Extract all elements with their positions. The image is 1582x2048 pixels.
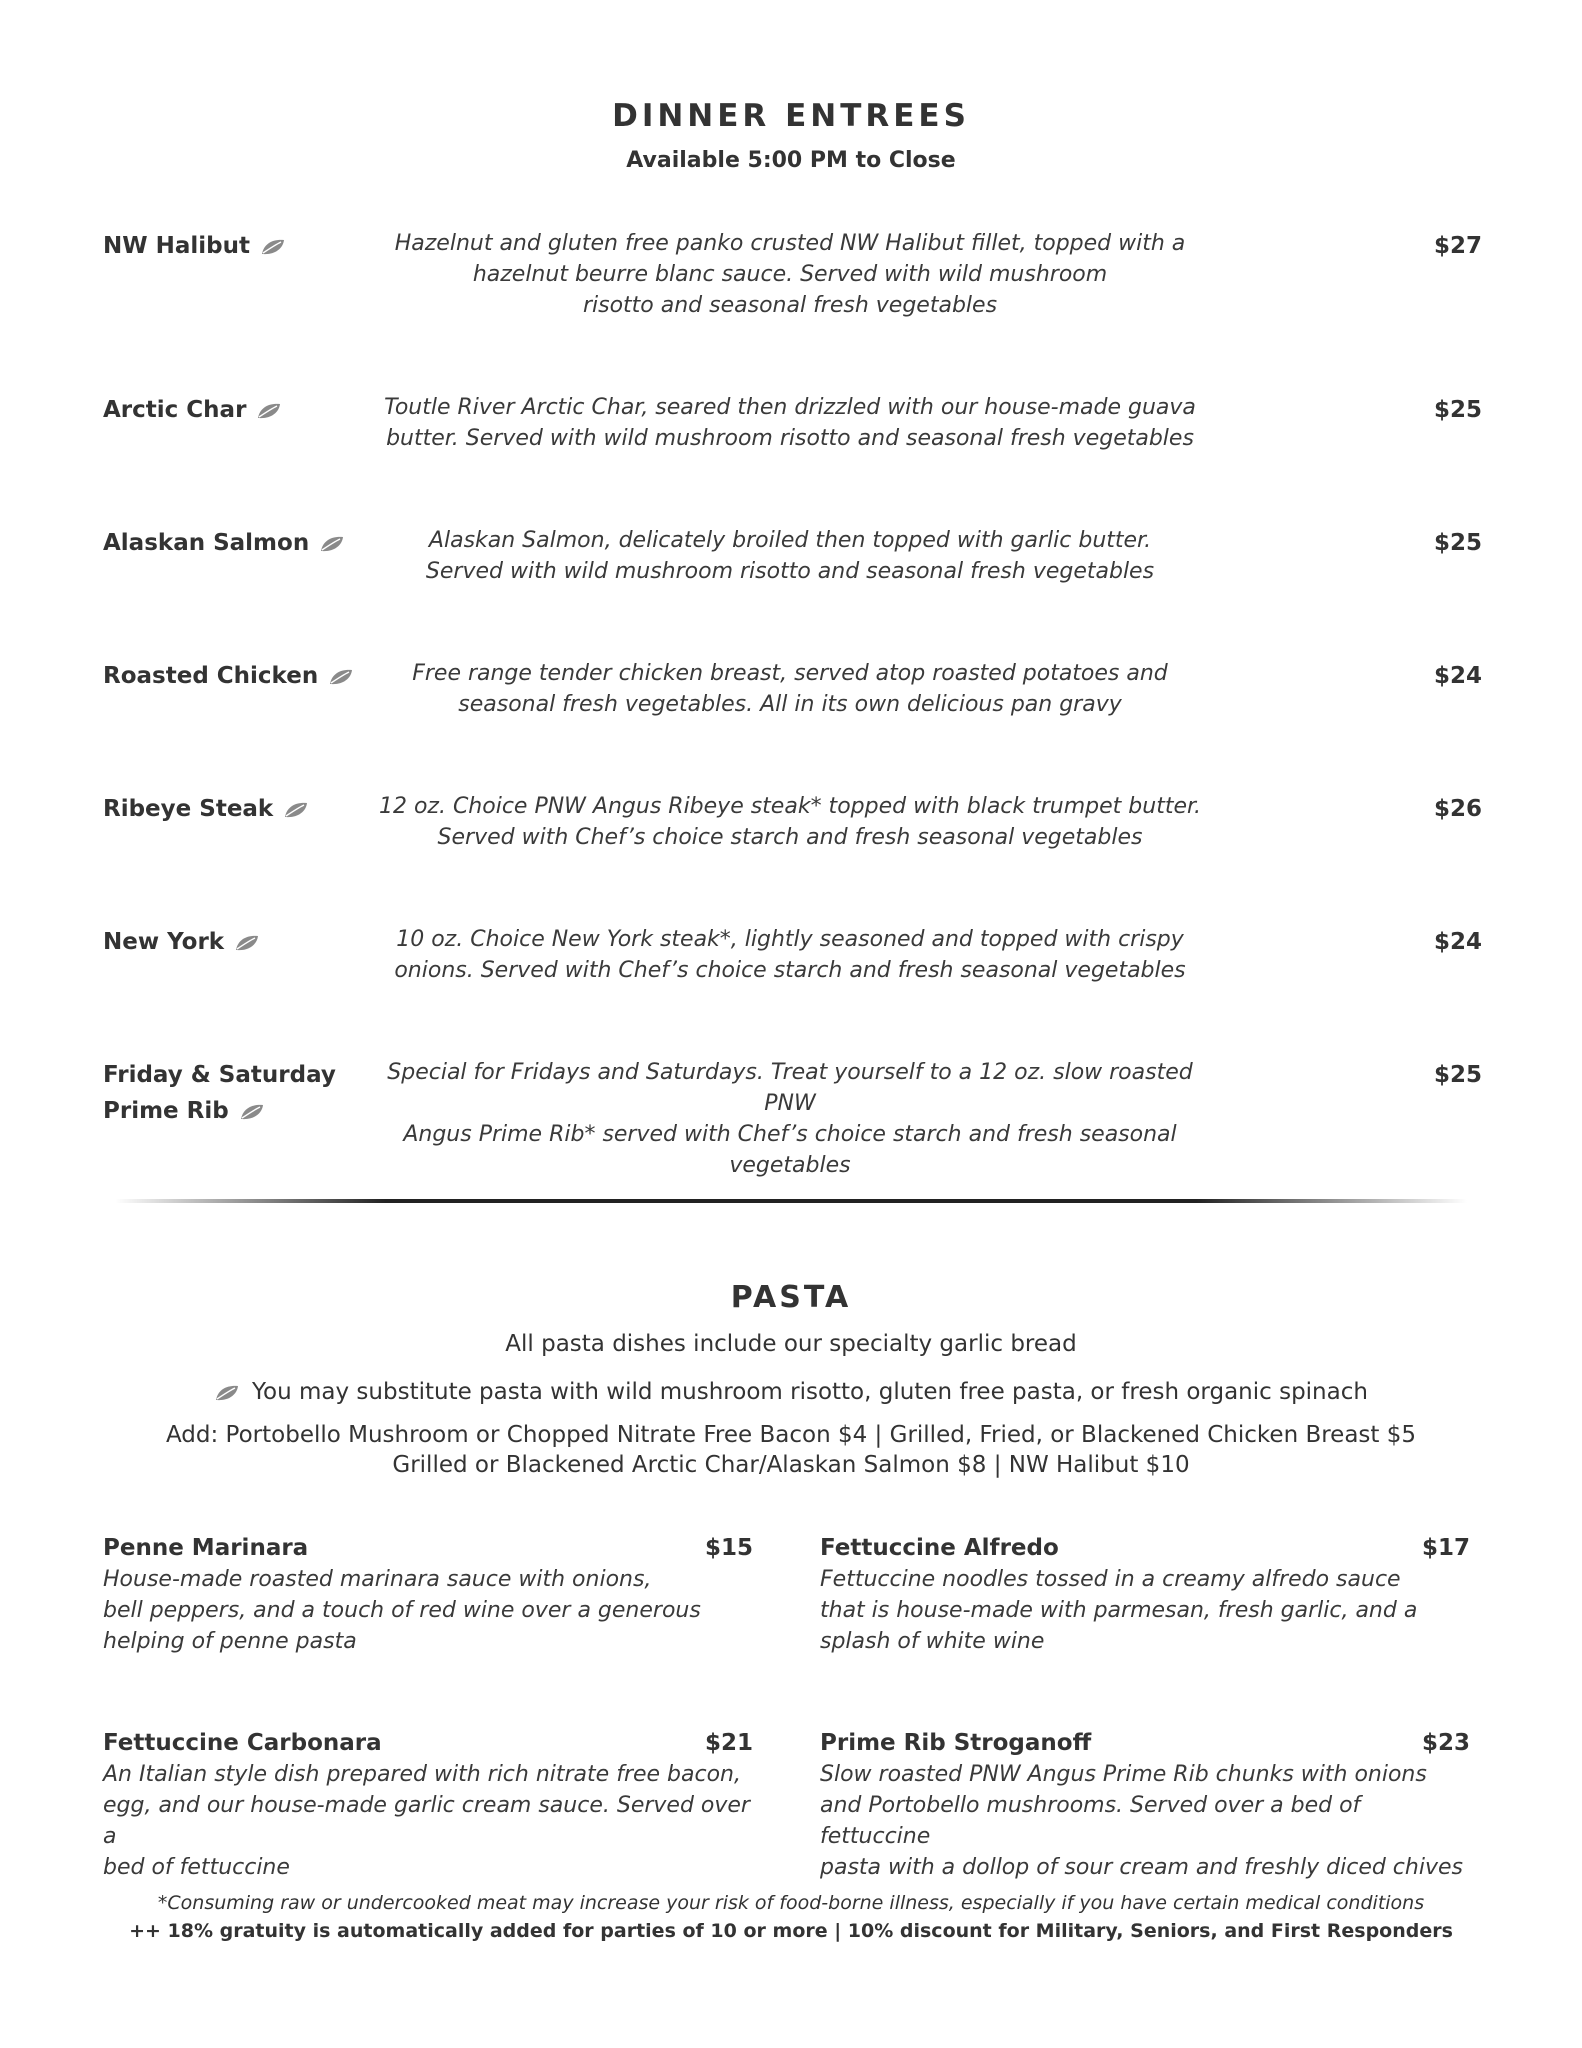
- leaf-icon: [283, 801, 309, 819]
- entree-name: Ribeye Steak: [103, 791, 393, 827]
- entree-name: NW Halibut: [103, 228, 393, 264]
- entree-name: Arctic Char: [103, 392, 393, 428]
- entree-name: Alaskan Salmon: [103, 525, 393, 561]
- pasta-price: $21: [704, 1730, 753, 1756]
- pasta-item: [820, 1532, 1470, 1657]
- leaf-icon: [319, 535, 345, 553]
- leaf-icon: [256, 402, 282, 420]
- pasta-add-ons-line-2: Grilled or Blackened Arctic Char/Alaskan Salmon $8 | NW Halibut $10: [392, 1452, 1190, 1478]
- pasta-description: Slow roasted PNW Angus Prime Rib chunks with onions and Portobello mushrooms. Served over a bed of fettuccine pasta with a dollop of sour cream and freshly diced chives: [820, 1762, 1463, 1880]
- entree-price: $24: [1433, 663, 1482, 689]
- entree-name: New York: [103, 924, 393, 960]
- pasta-item: [103, 1727, 753, 1883]
- entree-description: Free range tender chicken breast, served atop roasted potatoes and seasonal fresh vegetables. All in its own delicious pan gravy: [412, 661, 1168, 717]
- entree-price: $27: [1433, 233, 1482, 259]
- pasta-description: House-made roasted marinara sauce with onions, bell peppers, and a touch of red wine over a generous helping of penne pasta: [103, 1567, 701, 1654]
- pasta-description: Fettuccine noodles tossed in a creamy alfredo sauce that is house-made with parmesan, fresh garlic, and a splash of white wine: [820, 1567, 1418, 1654]
- entree-price: $26: [1433, 796, 1482, 822]
- entree-description: 12 oz. Choice PNW Angus Ribeye steak* topped with black trumpet butter. Served with Chef’s choice starch and fresh seasonal vegetables: [378, 794, 1202, 850]
- entree-price: $25: [1433, 530, 1482, 556]
- pasta-price: $15: [704, 1535, 753, 1561]
- pasta-intro: All pasta dishes include our specialty garlic bread: [505, 1331, 1077, 1357]
- entree-description: Toutle River Arctic Char, seared then drizzled with our house-made guava butter. Served with wild mushroom risotto and seasonal fresh vegetables: [384, 395, 1196, 451]
- page-title: DINNER ENTREES: [612, 98, 970, 134]
- pasta-substitute-note: You may substitute pasta with wild mushroom risotto, gluten free pasta, or fresh organic spinach: [0, 1379, 1582, 1405]
- pasta-name: Prime Rib Stroganoff: [820, 1730, 1092, 1756]
- entree-description: Alaskan Salmon, delicately broiled then topped with garlic butter. Served with wild mushroom risotto and seasonal fresh vegetables: [425, 528, 1155, 584]
- leaf-icon: [234, 934, 260, 952]
- entree-name: Roasted Chicken: [103, 658, 393, 694]
- pasta-description: An Italian style dish prepared with rich nitrate free bacon, egg, and our house-made garlic cream sauce. Served over a bed of fettuccine: [103, 1762, 750, 1880]
- gratuity-note: ++ 18% gratuity is automatically added for parties of 10 or more | 10% discount for Military, Seniors, and First Responders: [129, 1920, 1453, 1942]
- leaf-icon: [239, 1103, 265, 1121]
- pasta-name: Fettuccine Carbonara: [103, 1730, 382, 1756]
- pasta-price: $17: [1421, 1535, 1470, 1561]
- pasta-item: [103, 1532, 753, 1657]
- entree-description: Special for Fridays and Saturdays. Treat yourself to a 12 oz. slow roasted PNW Angus Prime Rib* served with Chef’s choice starch and fresh seasonal vegetables: [387, 1060, 1193, 1178]
- pasta-name: Fettuccine Alfredo: [820, 1535, 1059, 1561]
- pasta-item: [820, 1727, 1470, 1883]
- availability-subtitle: Available 5:00 PM to Close: [626, 148, 956, 173]
- entree-price: $24: [1433, 929, 1482, 955]
- leaf-icon: [260, 238, 286, 256]
- pasta-name: Penne Marinara: [103, 1535, 309, 1561]
- pasta-add-ons-line-1: Add: Portobello Mushroom or Chopped Nitrate Free Bacon $4 | Grilled, Fried, or Blackened Chicken Breast $5: [165, 1422, 1417, 1448]
- section-divider: [115, 1199, 1467, 1203]
- entree-description: 10 oz. Choice New York steak*, lightly seasoned and topped with crispy onions. Served with Chef’s choice starch and fresh seasonal vegetables: [394, 927, 1186, 983]
- food-safety-disclaimer: *Consuming raw or undercooked meat may increase your risk of food-borne illness, especially if you have certain medical conditions: [157, 1892, 1425, 1914]
- leaf-icon: [214, 1384, 240, 1402]
- pasta-title: PASTA: [730, 1280, 852, 1315]
- entree-price: $25: [1433, 397, 1482, 423]
- entree-description: Hazelnut and gluten free panko crusted NW Halibut fillet, topped with a hazelnut beurre blanc sauce. Served with wild mushroom risotto and seasonal fresh vegetables: [394, 231, 1186, 318]
- leaf-icon: [328, 668, 354, 686]
- entree-price: $25: [1433, 1062, 1482, 1088]
- pasta-price: $23: [1421, 1730, 1470, 1756]
- entree-name: Friday & Saturday Prime Rib: [103, 1062, 336, 1124]
